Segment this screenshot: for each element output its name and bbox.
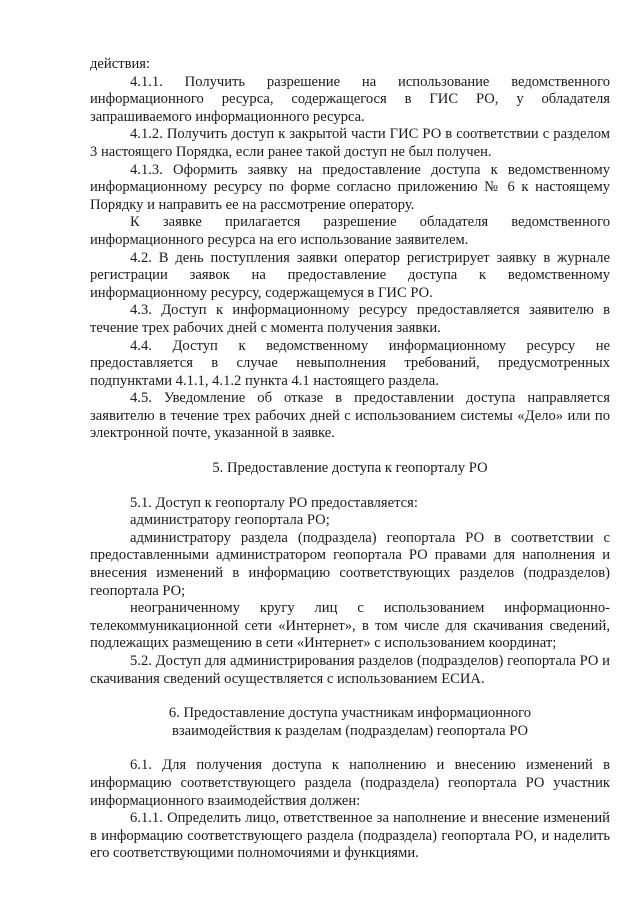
paragraph-section-admin: администратору раздела (подраздела) геопортала РО в соответствии с предоставленными администратором геопортала РО правами для наполнения и внесения изменений в информацию соответствующих разделов (подразделов) геопортала РО; (90, 529, 610, 599)
section-5-heading: 5. Предоставление доступа к геопорталу РО (212, 460, 488, 477)
paragraph-unlimited-access: неограниченному кругу лиц с использованием информационно-телекоммуникационной сети «Интернет», в том числе для скачивания сведений, подлежащих размещению в сети «Интернет» с использованием координат; (90, 600, 610, 652)
paragraph-4-2: 4.2. В день поступления заявки оператор регистрирует заявку в журнале регистрации заявок на предоставление доступа к ведомственному информационному ресурсу, содержащемуся в ГИС РО. (90, 249, 610, 301)
document-page (90, 56, 610, 863)
paragraph-4-1-1: 4.1.1. Получить разрешение на использование ведомственного информационного ресурса, содержащегося в ГИС РО, у обладателя запрашиваемого информационного ресурса. (90, 73, 610, 125)
section-6-heading-line-2: взаимодействия к разделам (подразделам) геопортала РО (171, 722, 529, 739)
paragraph-attachment: К заявке прилагается разрешение обладателя ведомственного информационного ресурса на его использование заявителем. (90, 214, 610, 248)
paragraph-4-1-3: 4.1.3. Оформить заявку на предоставление доступа к ведомственному информационному ресурсу по форме согласно приложению № 6 к настоящему Порядку и направить ее на рассмотрение оператору. (90, 161, 610, 213)
paragraph-5-2: 5.2. Доступ для администрирования разделов (подразделов) геопортала РО и скачивания сведений осуществляется с использованием ЕСИА. (90, 653, 610, 687)
paragraph-4-3: 4.3. Доступ к информационному ресурсу предоставляется заявителю в течение трех рабочих дней с момента получения заявки. (90, 302, 610, 336)
paragraph-4-1-2: 4.1.2. Получить доступ к закрытой части ГИС РО в соответствии с разделом 3 настоящего Порядка, если ранее такой доступ не был получен. (90, 126, 610, 160)
paragraph-6-1-1: 6.1.1. Определить лицо, ответственное за наполнение и внесение изменений в информацию соответствующего раздела (подраздела) геопортала РО, и наделить его соответствующими полномочиями и функциями. (90, 810, 610, 862)
paragraph-5-1: 5.1. Доступ к геопорталу РО предоставляется: (130, 494, 418, 511)
paragraph-4-5: 4.5. Уведомление об отказе в предоставлении доступа направляется заявителю в течение трех рабочих дней с использованием системы «Дело» или по электронной почте, указанной в заявке. (90, 390, 610, 442)
paragraph-geoportal-admin: администратору геопортала РО; (130, 512, 330, 529)
paragraph-6-1: 6.1. Для получения доступа к наполнению и внесению изменений в информацию соответствующего раздела (подраздела) геопортала РО участник информационного взаимодействия должен: (90, 757, 610, 809)
paragraph-4-4: 4.4. Доступ к ведомственному информационному ресурсу не предоставляется в случае невыполнения требований, предусмотренных подпунктами 4.1.1, 4.1.2 пункта 4.1 настоящего раздела. (90, 337, 610, 389)
section-6-heading-line-1: 6. Предоставление доступа участникам информационного (168, 705, 532, 722)
continuation-text: действия: (90, 56, 151, 72)
